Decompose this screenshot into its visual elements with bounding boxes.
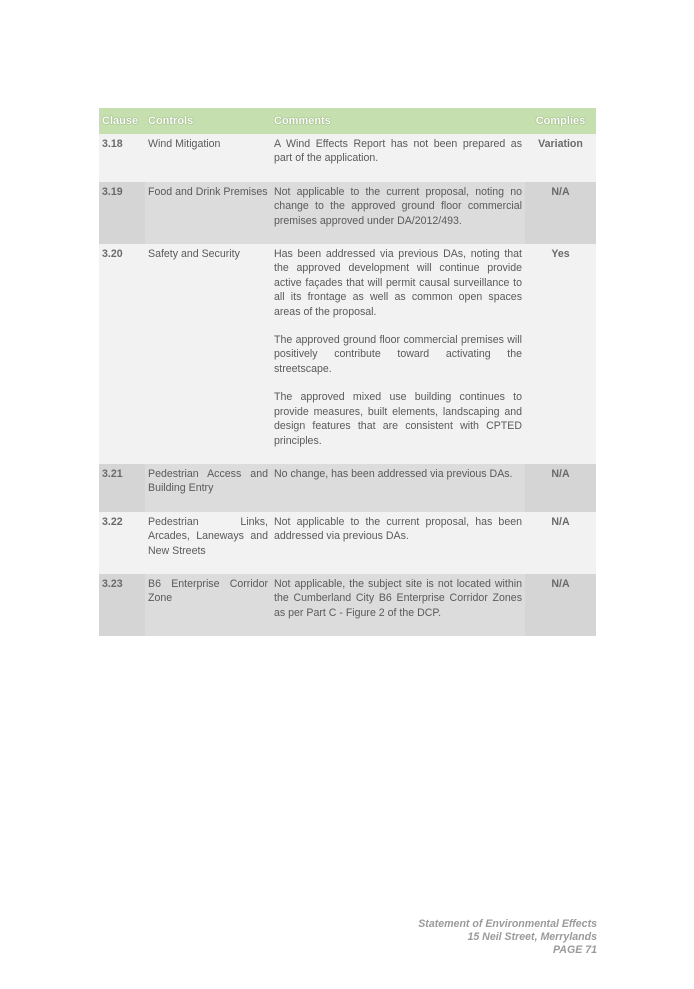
footer-page-number: PAGE 71 xyxy=(553,944,597,956)
table-row xyxy=(99,244,596,464)
comment-paragraph: The approved mixed use building continues to provide measures, built elements, landscaping and design features that are consistent with CPTED principles. xyxy=(274,391,522,447)
comment-paragraph: The approved ground floor commercial premises will positively contribute toward activating the streetscape. xyxy=(274,334,522,375)
table-row xyxy=(99,134,596,182)
footer-address: 15 Neil Street, Merrylands xyxy=(467,931,597,943)
comment-paragraph: No change, has been addressed via previous DAs. xyxy=(274,467,513,480)
header-complies: Complies xyxy=(525,108,596,134)
header-clause: Clause xyxy=(99,108,145,134)
compliance-table xyxy=(99,108,596,636)
table-row xyxy=(99,464,596,512)
page-footer xyxy=(418,918,597,957)
control-name: Pedestrian Access and Building Entry xyxy=(145,464,271,512)
comment-paragraph: Not applicable to the current proposal, noting no change to the approved ground floor commercial premises approved under DA/2012/493. xyxy=(274,185,522,227)
comment-paragraph: Not applicable, the subject site is not located within the Cumberland City B6 Enterprise Corridor Zones as per Part C - Figure 2 of the DCP. xyxy=(274,577,522,619)
control-name: Pedestrian Links, Arcades, Laneways and New Streets xyxy=(145,512,271,574)
table-row xyxy=(99,512,596,574)
control-name: Wind Mitigation xyxy=(145,134,271,182)
complies-value: Variation xyxy=(525,134,596,182)
header-comments: Comments xyxy=(271,108,525,134)
comment-cell xyxy=(271,574,525,636)
clause-number: 3.19 xyxy=(99,182,145,244)
comment-cell xyxy=(271,244,525,464)
comment-cell xyxy=(271,182,525,244)
footer-document-title: Statement of Environmental Effects xyxy=(418,918,597,930)
header-controls: Controls xyxy=(145,108,271,134)
complies-value: N/A xyxy=(525,182,596,244)
complies-value: Yes xyxy=(525,244,596,464)
comment-cell xyxy=(271,464,525,512)
table-header-row xyxy=(99,108,596,134)
control-name: B6 Enterprise Corridor Zone xyxy=(145,574,271,636)
table-row xyxy=(99,182,596,244)
comment-paragraph: Not applicable to the current proposal, has been addressed via previous DAs. xyxy=(274,515,522,543)
control-name: Safety and Security xyxy=(145,244,271,464)
clause-number: 3.21 xyxy=(99,464,145,512)
comment-paragraph: A Wind Effects Report has not been prepared as part of the application. xyxy=(274,138,522,165)
complies-value: N/A xyxy=(525,512,596,574)
table-row xyxy=(99,574,596,636)
comment-paragraph: Has been addressed via previous DAs, noting that the approved development will continue provide active façades that will permit causal surveillance to all its frontage as well as common open spaces areas of the proposal. xyxy=(274,248,522,318)
control-name: Food and Drink Premises xyxy=(145,182,271,244)
clause-number: 3.23 xyxy=(99,574,145,636)
comment-cell xyxy=(271,134,525,182)
comment-cell xyxy=(271,512,525,574)
complies-value: N/A xyxy=(525,464,596,512)
clause-number: 3.22 xyxy=(99,512,145,574)
clause-number: 3.20 xyxy=(99,244,145,464)
complies-value: N/A xyxy=(525,574,596,636)
clause-number: 3.18 xyxy=(99,134,145,182)
